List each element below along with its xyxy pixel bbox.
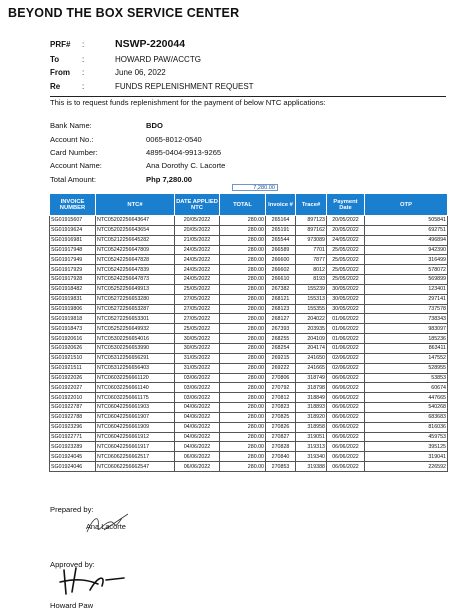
cell-invoice: 266600 [266, 255, 296, 265]
cell-trace: 204022 [296, 314, 327, 324]
cell-ntc: NTC05312256656403 [96, 363, 175, 373]
cell-trace: 318849 [296, 393, 327, 403]
cell-ntc: NTC06042256661917 [96, 442, 175, 452]
cell-date-applied: 31/05/2022 [175, 363, 220, 373]
cell-invoice-number: SG01917929 [50, 265, 96, 275]
cell-invoice: 266589 [266, 245, 296, 255]
cell-ntc: NTC05242256647873 [96, 275, 175, 285]
cell-invoice: 268254 [266, 343, 296, 353]
cell-invoice: 267382 [266, 284, 296, 294]
cell-invoice: 265164 [266, 216, 296, 226]
bank-value: 4895-0404-9913-9265 [146, 148, 222, 157]
approved-by-label: Approved by: [50, 560, 95, 569]
cell-invoice-number: SG01923296 [50, 422, 96, 432]
cell-invoice-number: SG01919831 [50, 294, 96, 304]
cell-trace: 155239 [296, 284, 327, 294]
cell-otp: 540268 [365, 403, 448, 413]
cell-trace: 318749 [296, 373, 327, 383]
prepared-by-label: Prepared by: [50, 505, 94, 514]
cell-total: 280.00 [220, 422, 266, 432]
table-row [50, 235, 448, 245]
total-sum-cell: 7,280.00 [232, 184, 278, 191]
header-label: PRF# [50, 40, 71, 49]
cell-payment-date: 30/05/2022 [327, 304, 365, 314]
cell-payment-date: 01/06/2022 [327, 334, 365, 344]
cell-total: 280.00 [220, 412, 266, 422]
cell-payment-date: 01/06/2022 [327, 314, 365, 324]
cell-total: 280.00 [220, 216, 266, 226]
bank-label: Account No.: [50, 135, 94, 144]
table-row [50, 304, 448, 314]
cell-date-applied: 25/05/2022 [175, 324, 220, 334]
cell-otp: 447665 [365, 393, 448, 403]
cell-date-applied: 24/05/2022 [175, 275, 220, 285]
cell-trace: 155355 [296, 304, 327, 314]
cell-invoice-number: SG01917948 [50, 245, 96, 255]
cell-total: 280.00 [220, 235, 266, 245]
col-invoice: Invoice # [266, 194, 296, 216]
cell-ntc: NTC05242256647809 [96, 245, 175, 255]
cell-invoice-number: SG01917949 [50, 255, 96, 265]
cell-otp: 578072 [365, 265, 448, 275]
header-label: Re [50, 82, 61, 91]
cell-invoice: 270840 [266, 452, 296, 462]
cell-trace: 8012 [296, 265, 327, 275]
header-value: June 06, 2022 [115, 68, 166, 77]
cell-invoice: 266610 [266, 275, 296, 285]
cell-payment-date: 25/05/2022 [327, 265, 365, 275]
cell-ntc: NTC06042256661912 [96, 432, 175, 442]
cell-payment-date: 02/06/2022 [327, 363, 365, 373]
table-row [50, 216, 448, 226]
table-row [50, 314, 448, 324]
header-value: HOWARD PAW/ACCTG [115, 55, 201, 64]
col-payment-date: Payment Date [327, 194, 365, 216]
cell-total: 280.00 [220, 265, 266, 275]
cell-trace: 204174 [296, 343, 327, 353]
cell-date-applied: 31/05/2022 [175, 353, 220, 363]
col-date-applied: DATE APPLIED NTC [175, 194, 220, 216]
cell-ntc: NTC05202256643654 [96, 225, 175, 235]
bank-value: Ana Dorothy C. Lacorte [146, 161, 226, 170]
table-row [50, 284, 448, 294]
cell-otp: 319041 [365, 452, 448, 462]
cell-payment-date: 25/05/2022 [327, 255, 365, 265]
cell-payment-date: 24/05/2022 [327, 235, 365, 245]
cell-invoice-number: SG01922771 [50, 432, 96, 442]
cell-payment-date: 30/05/2022 [327, 284, 365, 294]
cell-otp: 316499 [365, 255, 448, 265]
table-row [50, 373, 448, 383]
cell-trace: 318798 [296, 383, 327, 393]
header-value: FUNDS REPLENISHMENT REQUEST [115, 82, 254, 91]
cell-invoice: 270812 [266, 393, 296, 403]
cell-date-applied: 24/05/2022 [175, 245, 220, 255]
table-row [50, 383, 448, 393]
cell-date-applied: 04/06/2022 [175, 422, 220, 432]
cell-invoice: 266602 [266, 265, 296, 275]
cell-invoice-number: SG01922026 [50, 373, 96, 383]
table-body [50, 216, 448, 472]
approver-signature [58, 566, 138, 598]
cell-trace: 319313 [296, 442, 327, 452]
table-header-row [50, 194, 448, 216]
cell-otp: 983097 [365, 324, 448, 334]
cell-date-applied: 06/06/2022 [175, 452, 220, 462]
cell-trace: 897123 [296, 216, 327, 226]
cell-otp: 226592 [365, 462, 448, 472]
cell-invoice-number: SG01923289 [50, 442, 96, 452]
cell-total: 280.00 [220, 255, 266, 265]
cell-invoice-number: SG01920626 [50, 343, 96, 353]
cell-trace: 241665 [296, 363, 327, 373]
table-row [50, 255, 448, 265]
cell-total: 280.00 [220, 393, 266, 403]
cell-invoice-number: SG01919818 [50, 314, 96, 324]
cell-total: 280.00 [220, 275, 266, 285]
cell-date-applied: 03/06/2022 [175, 373, 220, 383]
cell-total: 280.00 [220, 363, 266, 373]
cell-invoice: 269215 [266, 353, 296, 363]
cell-payment-date: 06/06/2022 [327, 462, 365, 472]
cell-payment-date: 20/05/2022 [327, 225, 365, 235]
cell-otp: 942390 [365, 245, 448, 255]
cell-otp: 459753 [365, 432, 448, 442]
cell-trace: 973089 [296, 235, 327, 245]
cell-ntc: NTC05302256653990 [96, 343, 175, 353]
cell-date-applied: 04/06/2022 [175, 442, 220, 452]
cell-ntc: NTC06042256661903 [96, 403, 175, 413]
cell-total: 280.00 [220, 383, 266, 393]
cell-ntc: NTC05212256645282 [96, 235, 175, 245]
cell-invoice: 270853 [266, 462, 296, 472]
cell-invoice-number: SG01922787 [50, 403, 96, 413]
cell-invoice-number: SG01916981 [50, 235, 96, 245]
cell-invoice-number: SG01915607 [50, 216, 96, 226]
cell-otp: 683683 [365, 412, 448, 422]
cell-invoice-number: SG01921510 [50, 353, 96, 363]
table-row [50, 412, 448, 422]
cell-otp: 692751 [365, 225, 448, 235]
cell-payment-date: 06/06/2022 [327, 422, 365, 432]
cell-payment-date: 25/05/2022 [327, 245, 365, 255]
cell-ntc: NTC06032256661120 [96, 373, 175, 383]
cell-invoice-number: SG01919624 [50, 225, 96, 235]
cell-invoice: 270826 [266, 422, 296, 432]
cell-date-applied: 30/05/2022 [175, 343, 220, 353]
cell-date-applied: 25/05/2022 [175, 284, 220, 294]
cell-date-applied: 30/05/2022 [175, 334, 220, 344]
table-row [50, 324, 448, 334]
cell-otp: 863411 [365, 343, 448, 353]
cell-invoice: 270827 [266, 432, 296, 442]
table-row [50, 294, 448, 304]
cell-invoice-number: SG01922010 [50, 393, 96, 403]
header-label: From [50, 68, 70, 77]
cell-total: 280.00 [220, 225, 266, 235]
cell-trace: 204109 [296, 334, 327, 344]
table-row [50, 353, 448, 363]
cell-payment-date: 06/06/2022 [327, 412, 365, 422]
cell-date-applied: 21/05/2022 [175, 235, 220, 245]
cell-date-applied: 03/06/2022 [175, 383, 220, 393]
cell-trace: 7877 [296, 255, 327, 265]
cell-date-applied: 20/05/2022 [175, 225, 220, 235]
cell-trace: 241650 [296, 353, 327, 363]
table-row [50, 265, 448, 275]
total-amount: Php 7,280.00 [146, 175, 193, 184]
cell-otp: 395125 [365, 442, 448, 452]
cell-payment-date: 06/06/2022 [327, 383, 365, 393]
cell-date-applied: 24/05/2022 [175, 255, 220, 265]
cell-otp: 147552 [365, 353, 448, 363]
cell-total: 280.00 [220, 432, 266, 442]
cell-ntc: NTC05302256654016 [96, 334, 175, 344]
cell-date-applied: 06/06/2022 [175, 462, 220, 472]
approver-name: Howard Paw [50, 601, 94, 610]
cell-payment-date: 02/06/2022 [327, 353, 365, 363]
cell-trace: 319388 [296, 462, 327, 472]
cell-trace: 7701 [296, 245, 327, 255]
table-row [50, 343, 448, 353]
cell-date-applied: 27/05/2022 [175, 304, 220, 314]
cell-total: 280.00 [220, 343, 266, 353]
cell-date-applied: 27/05/2022 [175, 314, 220, 324]
cell-invoice: 268123 [266, 304, 296, 314]
col-trace: Trace# [296, 194, 327, 216]
cell-invoice: 270828 [266, 442, 296, 452]
cell-trace: 897162 [296, 225, 327, 235]
col-total: TOTAL [220, 194, 266, 216]
cell-total: 280.00 [220, 462, 266, 472]
cell-total: 280.00 [220, 314, 266, 324]
cell-total: 280.00 [220, 353, 266, 363]
cell-date-applied: 24/05/2022 [175, 265, 220, 275]
cell-payment-date: 01/06/2022 [327, 343, 365, 353]
cell-total: 280.00 [220, 334, 266, 344]
table-row [50, 452, 448, 462]
cell-otp: 123401 [365, 284, 448, 294]
table-row [50, 393, 448, 403]
cell-ntc: NTC06042256661909 [96, 422, 175, 432]
cell-invoice: 270825 [266, 412, 296, 422]
table-row [50, 245, 448, 255]
cell-invoice: 268127 [266, 314, 296, 324]
prf-number: NSWP-220044 [115, 38, 186, 50]
cell-ntc: NTC06062256662547 [96, 462, 175, 472]
header-label: To [50, 55, 60, 64]
header-divider [50, 96, 446, 97]
invoice-table [49, 193, 448, 472]
cell-trace: 318958 [296, 422, 327, 432]
cell-otp: 185236 [365, 334, 448, 344]
cell-otp: 496894 [365, 235, 448, 245]
cell-ntc: NTC05242256647828 [96, 255, 175, 265]
cell-invoice-number: SG01921511 [50, 363, 96, 373]
table-row [50, 422, 448, 432]
cell-ntc: NTC05272256653280 [96, 294, 175, 304]
cell-payment-date: 06/06/2022 [327, 452, 365, 462]
cell-total: 280.00 [220, 452, 266, 462]
cell-ntc: NTC05312256656291 [96, 353, 175, 363]
cell-total: 280.00 [220, 284, 266, 294]
cell-payment-date: 06/06/2022 [327, 373, 365, 383]
cell-ntc: NTC06042256661907 [96, 412, 175, 422]
cell-invoice: 265191 [266, 225, 296, 235]
cell-invoice-number: SG01917928 [50, 275, 96, 285]
cell-otp: 738343 [365, 314, 448, 324]
cell-otp: 60674 [365, 383, 448, 393]
cell-trace: 203935 [296, 324, 327, 334]
cell-trace: 318893 [296, 403, 327, 413]
table-row [50, 432, 448, 442]
cell-invoice: 267393 [266, 324, 296, 334]
cell-invoice-number: SG01924045 [50, 452, 96, 462]
col-ntc: NTC# [96, 194, 175, 216]
bank-label: Bank Name: [50, 121, 92, 130]
cell-date-applied: 27/05/2022 [175, 294, 220, 304]
table-row [50, 403, 448, 413]
bank-label: Account Name: [50, 161, 102, 170]
cell-invoice-number: SG01918482 [50, 284, 96, 294]
cell-total: 280.00 [220, 294, 266, 304]
cell-invoice: 270823 [266, 403, 296, 413]
cell-otp: 53853 [365, 373, 448, 383]
cell-invoice: 265544 [266, 235, 296, 245]
cell-otp: 297141 [365, 294, 448, 304]
cell-otp: 737578 [365, 304, 448, 314]
cell-payment-date: 06/06/2022 [327, 403, 365, 413]
cell-date-applied: 03/06/2022 [175, 393, 220, 403]
cell-ntc: NTC05202256643647 [96, 216, 175, 226]
col-invoice-number: INVOICE NUMBER [50, 194, 96, 216]
cell-payment-date: 20/05/2022 [327, 216, 365, 226]
table-row [50, 442, 448, 452]
cell-invoice: 270806 [266, 373, 296, 383]
cell-ntc: NTC06032256661140 [96, 383, 175, 393]
cell-invoice: 268255 [266, 334, 296, 344]
cell-ntc: NTC05252256649932 [96, 324, 175, 334]
table-row [50, 334, 448, 344]
cell-total: 280.00 [220, 373, 266, 383]
cell-invoice-number: SG01919806 [50, 304, 96, 314]
cell-trace: 319340 [296, 452, 327, 462]
bank-value: BDO [146, 121, 163, 130]
cell-ntc: NTC05252256649913 [96, 284, 175, 294]
cell-otp: 569899 [365, 275, 448, 285]
cell-total: 280.00 [220, 324, 266, 334]
cell-ntc: NTC05272256653301 [96, 314, 175, 324]
bank-label: Card Number: [50, 148, 98, 157]
cell-date-applied: 04/06/2022 [175, 412, 220, 422]
preparer-name: Ana Lacorte [86, 522, 126, 531]
document-title: BEYOND THE BOX SERVICE CENTER [8, 6, 240, 20]
cell-payment-date: 01/06/2022 [327, 324, 365, 334]
cell-invoice: 268121 [266, 294, 296, 304]
cell-invoice-number: SG01920616 [50, 334, 96, 344]
table-row [50, 275, 448, 285]
col-otp: OTP [365, 194, 448, 216]
cell-ntc: NTC06062256662517 [96, 452, 175, 462]
cell-total: 280.00 [220, 245, 266, 255]
cell-date-applied: 04/06/2022 [175, 403, 220, 413]
cell-payment-date: 06/06/2022 [327, 393, 365, 403]
cell-payment-date: 06/06/2022 [327, 432, 365, 442]
table-row [50, 462, 448, 472]
bank-value: 0065-8012-0540 [146, 135, 202, 144]
cell-invoice: 270792 [266, 383, 296, 393]
cell-trace: 319051 [296, 432, 327, 442]
cell-otp: 816036 [365, 422, 448, 432]
cell-payment-date: 06/06/2022 [327, 442, 365, 452]
cell-payment-date: 30/05/2022 [327, 294, 365, 304]
cell-total: 280.00 [220, 304, 266, 314]
cell-total: 280.00 [220, 442, 266, 452]
intro-text: This is to request funds replenishment for the payment of below NTC applications: [50, 98, 326, 107]
cell-invoice-number: SG01922027 [50, 383, 96, 393]
cell-invoice-number: SG01918473 [50, 324, 96, 334]
cell-ntc: NTC05242256647839 [96, 265, 175, 275]
cell-trace: 318920 [296, 412, 327, 422]
cell-invoice: 269222 [266, 363, 296, 373]
cell-invoice-number: SG01924046 [50, 462, 96, 472]
cell-invoice-number: SG01922788 [50, 412, 96, 422]
cell-payment-date: 25/05/2022 [327, 275, 365, 285]
cell-date-applied: 04/06/2022 [175, 432, 220, 442]
bank-label: Total Amount: [50, 175, 97, 184]
cell-total: 280.00 [220, 403, 266, 413]
cell-otp: 505841 [365, 216, 448, 226]
table-row [50, 225, 448, 235]
cell-trace: 155313 [296, 294, 327, 304]
cell-ntc: NTC06032256661175 [96, 393, 175, 403]
cell-date-applied: 20/05/2022 [175, 216, 220, 226]
cell-trace: 8193 [296, 275, 327, 285]
cell-ntc: NTC05272256653287 [96, 304, 175, 314]
table-row [50, 363, 448, 373]
cell-otp: 528955 [365, 363, 448, 373]
